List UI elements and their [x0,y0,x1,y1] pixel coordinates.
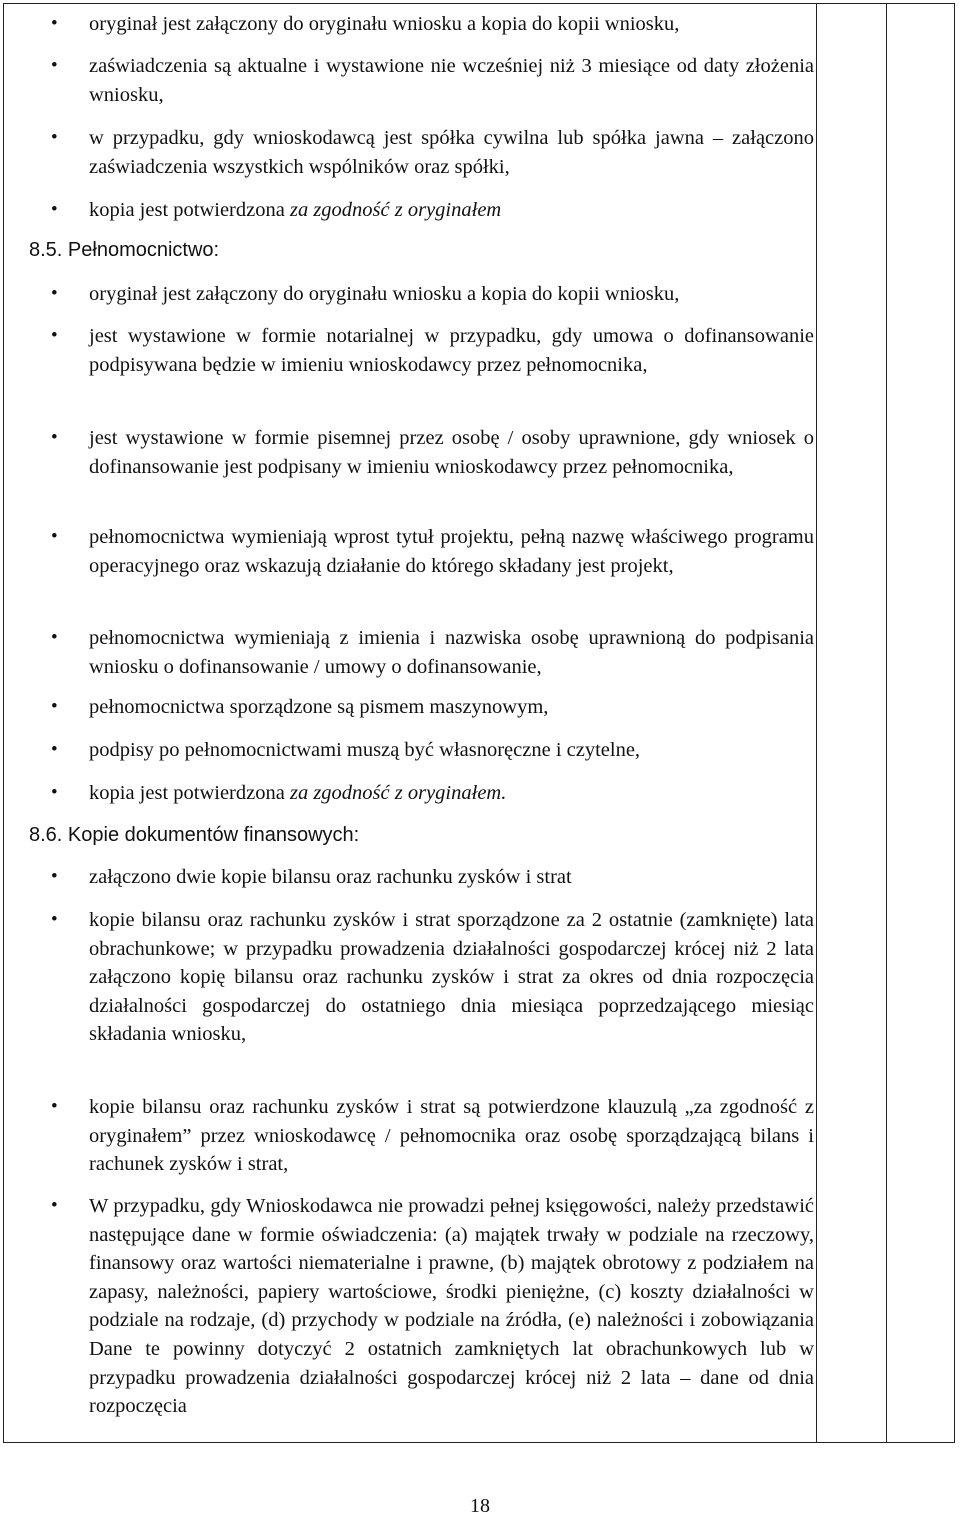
list-item: • w przypadku, gdy wnioskodawcą jest spółka cywilna lub spółka jawna – załączono zaświadczenia wszystkich wspólników oraz spółki, [29,124,814,181]
list-item: • W przypadku, gdy Wnioskodawca nie prowadzi pełnej księgowości, należy przedstawić następujące dane w formie oświadczenia: (a) majątek trwały w podziale na rzeczowy, finansowy oraz wartości niematerialne i prawne, (b) majątek obrotowy z podziałem na zapasy, należności, papiery wartościowe, środki pieniężne, (c) koszty działalności w podziale na rodzaje, (d) przychody w podziale na źródła, (e) należności i zobowiązania Dane te powinny dotyczyć 2 ostatnich zamkniętych lat obrachunkowych lub w przypadku prowadzenia działalności gospodarczej krócej niż 2 lata – dane od dnia rozpoczęcia [29,1192,814,1421]
list-item: • zaświadczenia są aktualne i wystawione nie wcześniej niż 3 miesiące od daty złożenia wniosku, [29,52,814,109]
list-item [29,196,501,225]
list-item: • pełnomocnictwa sporządzone są pismem maszynowym, [29,693,548,722]
italic-text: za zgodność z oryginałem. [289,782,507,804]
list-item: • kopie bilansu oraz rachunku zysków i strat są potwierdzone klauzulą „za zgodność z oryginałem” przez wnioskodawcę / pełnomocnika oraz osobę sporządzającą bilans i rachunek zysków i strat, [29,1093,814,1179]
list-item: • kopie bilansu oraz rachunku zysków i strat sporządzone za 2 ostatnie (zamknięte) lata obrachunkowe; w przypadku prowadzenia działalności gospodarczej krócej niż 2 lata załączono kopię bilansu oraz rachunku zysków i strat za okres od dnia rozpoczęcia działalności gospodarczej do ostatniego dnia miesiąca poprzedzającego miesiąc składania wniosku, [29,906,814,1049]
section-heading: 8.5. Pełnomocnictwo: [29,239,220,261]
page-number: 18 [470,1495,490,1517]
list-item: • podpisy po pełnomocnictwami muszą być własnoręczne i czytelne, [29,736,640,765]
section-heading: 8.6. Kopie dokumentów finansowych: [29,824,360,846]
list-item: • oryginał jest załączony do oryginału wniosku a kopia do kopii wniosku, [29,280,679,309]
list-item: • jest wystawione w formie pisemnej przez osobę / osoby uprawnione, gdy wniosek o dofinansowanie jest podpisany w imieniu wnioskodawcy przez pełnomocnika, [29,424,814,481]
column-divider-2 [886,4,887,1442]
checklist-table [3,3,955,1443]
list-item: • pełnomocnictwa wymieniają wprost tytuł projektu, pełną nazwę właściwego programu operacyjnego oraz wskazują działanie do którego składany jest projekt, [29,523,814,580]
list-item: • jest wystawione w formie notarialnej w przypadku, gdy umowa o dofinansowanie podpisywana będzie w imieniu wnioskodawcy przez pełnomocnika, [29,322,814,379]
item-text: kopia jest potwierdzona [89,782,290,804]
list-item: • oryginał jest załączony do oryginału wniosku a kopia do kopii wniosku, [29,10,679,39]
item-text: kopia jest potwierdzona [89,199,290,221]
column-divider-1 [816,4,817,1442]
list-item: • załączono dwie kopie bilansu oraz rachunku zysków i strat [29,863,572,892]
list-item: • pełnomocnictwa wymieniają z imienia i nazwiska osobę uprawnioną do podpisania wniosku o dofinansowanie / umowy o dofinansowanie, [29,624,814,681]
list-item [29,779,506,808]
italic-text: za zgodność z oryginałem [289,199,502,221]
